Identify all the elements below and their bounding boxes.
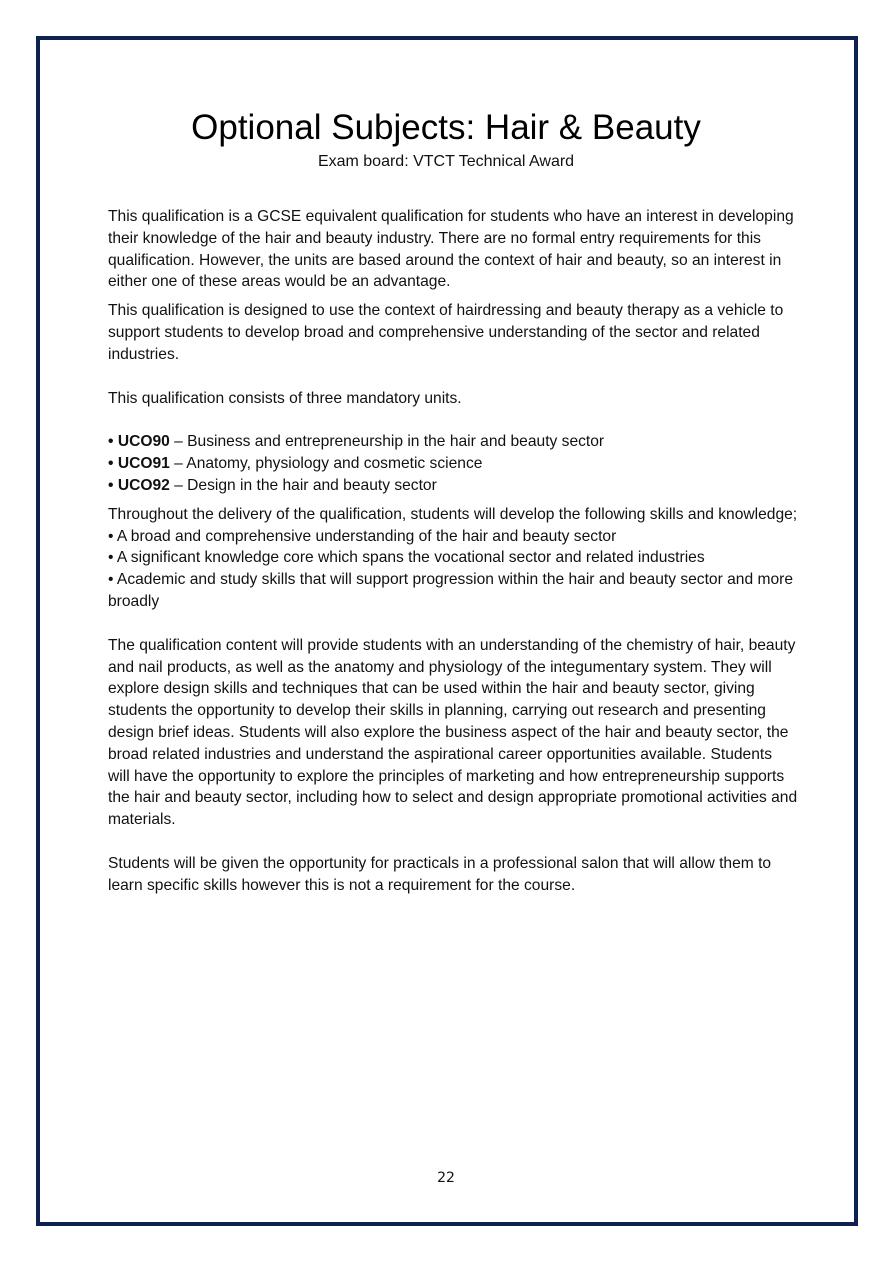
context-paragraph: This qualification is designed to use the context of hairdressing and beauty therapy as a vehicle to support students to develop broad and comprehensive understanding of the sector and related industries.: [108, 302, 784, 363]
skill-item: • A broad and comprehensive understanding of the hair and beauty sector: [108, 527, 617, 545]
skill-item: • A significant knowledge core which spans the vocational sector and related industries: [108, 549, 705, 567]
skills-intro: Throughout the delivery of the qualification, students will develop the following skills and knowledge;: [108, 505, 798, 523]
unit-code: UCO91: [117, 455, 170, 473]
unit-item: • UCO92 – Design in the hair and beauty sector: [108, 476, 437, 494]
unit-description: – Business and entrepreneurship in the hair and beauty sector: [169, 433, 605, 451]
unit-item: • UCO90 – Business and entrepreneurship in the hair and beauty sector: [108, 433, 605, 451]
unit-code: UCO90: [117, 433, 170, 451]
unit-item: • UCO91 – Anatomy, physiology and cosmetic science: [108, 455, 483, 473]
unit-description: – Design in the hair and beauty sector: [169, 476, 437, 494]
skill-item: • Academic and study skills that will support progression within the hair and beauty sector and more broadly: [108, 571, 794, 610]
unit-code: UCO92: [117, 476, 170, 494]
page-title: Optional Subjects: Hair & Beauty: [191, 108, 701, 147]
intro-paragraph: This qualification is a GCSE equivalent qualification for students who have an interest in developing their knowledge of the hair and beauty industry. There are no formal entry requirements for this qualification. However, the units are based around the context of hair and beauty, so an interest in either one of these areas would be an advantage.: [108, 208, 794, 291]
content-paragraph: The qualification content will provide students with an understanding of the chemistry of hair, beauty and nail products, as well as the anatomy and physiology of the integumentary system. They will explore design skills and techniques that can be used within the hair and beauty sector, giving students the opportunity to develop their skills in planning, carrying out research and presenting design brief ideas. Students will also explore the business aspect of the hair and beauty sector, the broad related industries and understand the aspirational career opportunities available. Students will have the opportunity to explore the principles of marketing and how entrepreneurship supports the hair and beauty sector, including how to select and design appropriate promotional activities and materials.: [108, 636, 798, 829]
units-list: [108, 431, 798, 496]
units-intro: This qualification consists of three mandatory units.: [108, 389, 462, 407]
page-number: 22: [437, 1170, 455, 1186]
skills-list: [108, 526, 798, 613]
exam-board-subtitle: Exam board: VTCT Technical Award: [317, 153, 575, 170]
unit-description: – Anatomy, physiology and cosmetic science: [169, 455, 483, 473]
practicals-paragraph: Students will be given the opportunity for practicals in a professional salon that will allow them to learn specific skills however this is not a requirement for the course.: [108, 854, 772, 894]
document-body: [108, 206, 798, 897]
